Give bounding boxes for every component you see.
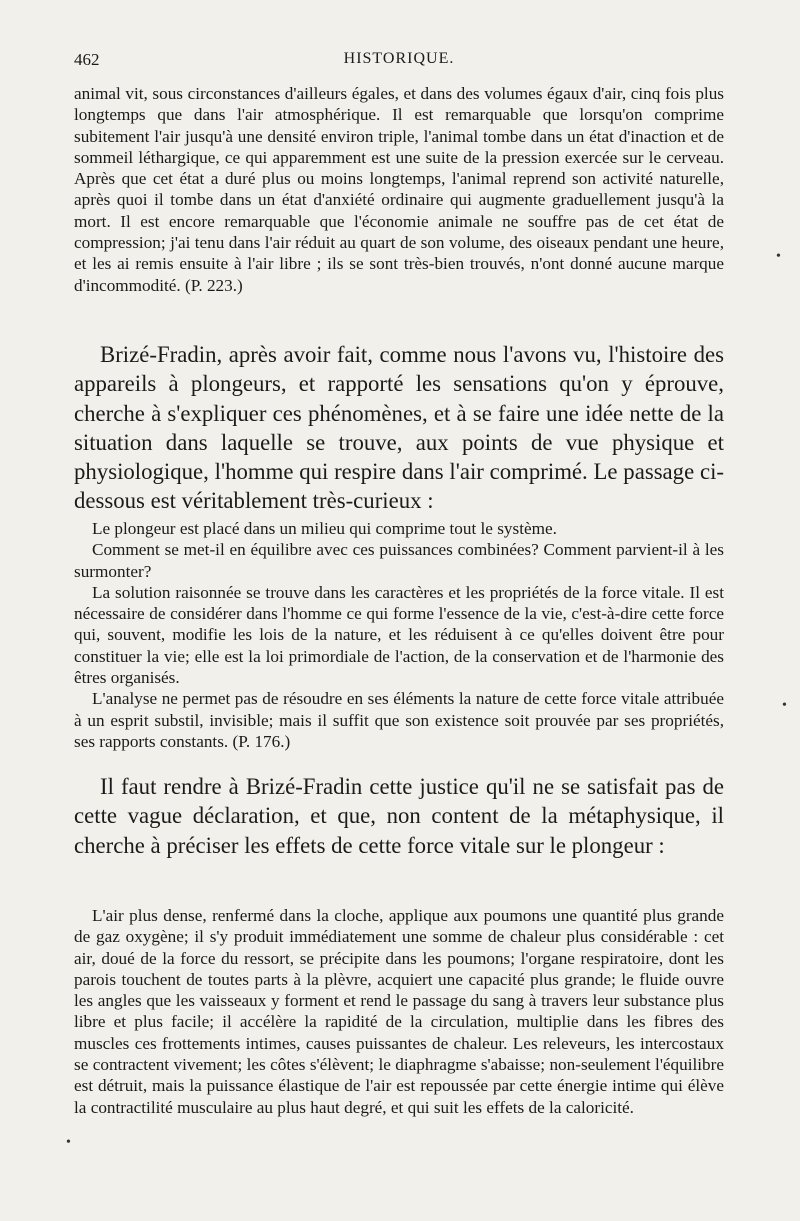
paragraph-2: Il faut rendre à Brizé-Fradin cette justice qu'il ne se satisfait pas de cette vague déclaration, et que, non content de la métaphysique, il cherche à préciser les effets de cette force vitale sur le plongeur : xyxy=(74,774,724,858)
quote-middle-p3: La solution raisonnée se trouve dans les caractères et les propriétés de la force vitale. Il est nécessaire de considérer dans l'homme ce qui forme l'essence de la vie, c'est-à-dire cette force qui, souvent, modifie les lois de la nature, et les réduisent à ce qu'elles doivent être pour constituer la vie; elle est la loi primordiale de l'action, de la conservation et de l'harmonie des êtres organisés. xyxy=(74,582,724,688)
margin-mark: • xyxy=(782,698,787,713)
quote-middle-p4: L'analyse ne permet pas de résoudre en ses éléments la nature de cette force vitale attribuée à un esprit substil, invisible; mais il suffit que son existence soit prouvée par ses propriétés, ses rapports constants. (P. 176.) xyxy=(74,689,724,751)
margin-mark: • xyxy=(776,249,781,264)
quote-middle-p2: Comment se met-il en équilibre avec ces puissances combinées? Comment parvient-il à les surmonter? xyxy=(74,540,724,581)
quote-middle-p1: Le plongeur est placé dans un milieu qui comprime tout le système. xyxy=(92,519,557,538)
page-header xyxy=(74,50,724,74)
running-head: HISTORIQUE. xyxy=(343,50,455,67)
page-number: 462 xyxy=(74,50,100,69)
margin-mark: • xyxy=(66,1135,71,1150)
quote-middle xyxy=(74,518,724,752)
quote-bottom: L'air plus dense, renfermé dans la cloche, applique aux poumons une quantité plus grande de gaz oxygène; il s'y produit immédiatement une somme de chaleur plus considérable : cet air, doué de la force du ressort, se précipite dans les poumons; l'organe respiratoire, dont les parois touchent de toutes parts à la plèvre, acquiert une capacité plus grande; le fluide ouvre les angles que les vaisseaux y forment et rend le passage du sang à travers leur substance plus libre et plus facile; il accélère la rapidité de la circulation, multiplie dans les fibres des muscles ces frottements intimes, causes puissantes de chaleur. Les releveurs, les intercostaux se contractent vivement; les côtes s'élèvent; le diaphragme s'abaisse; non-seulement l'équilibre est détruit, mais la puissance élastique de l'air est repoussée par cette énergie intime qui élève la contractilité musculaire au plus haut degré, et qui suit les effets de la caloricité. xyxy=(74,906,724,1117)
paragraph-1: Brizé-Fradin, après avoir fait, comme nous l'avons vu, l'histoire des appareils à plongeurs, et rapporté les sensations qu'on y éprouve, cherche à s'expliquer ces phénomènes, et à se faire une idée nette de la situation dans laquelle se trouve, aux points de vue physique et physiologique, l'homme qui respire dans l'air comprimé. Le passage ci-dessous est véritablement très-curieux : xyxy=(74,342,724,514)
quote-top: animal vit, sous circonstances d'ailleurs égales, et dans des volumes égaux d'air, cinq fois plus longtemps que dans l'air atmosphérique. Il est remarquable que lorsqu'on comprime subitement l'air jusqu'à une densité environ triple, l'animal tombe dans un état d'inaction et de sommeil léthargique, ce qui apparemment est une suite de la pression exercée sur le cerveau. Après que cet état a duré plus ou moins longtemps, l'animal reprend son activité naturelle, après quoi il tombe dans un état d'anxiété ordinaire qui augmente graduellement jusqu'à la mort. Il est encore remarquable que l'économie animale ne souffre pas de cet état de compression; j'ai tenu dans l'air réduit au quart de son volume, des oiseaux pendant une heure, et les ai remis ensuite à l'air libre ; ils se sont très-bien trouvés, n'ont donné aucune marque d'incommodité. (P. 223.) xyxy=(74,84,724,295)
